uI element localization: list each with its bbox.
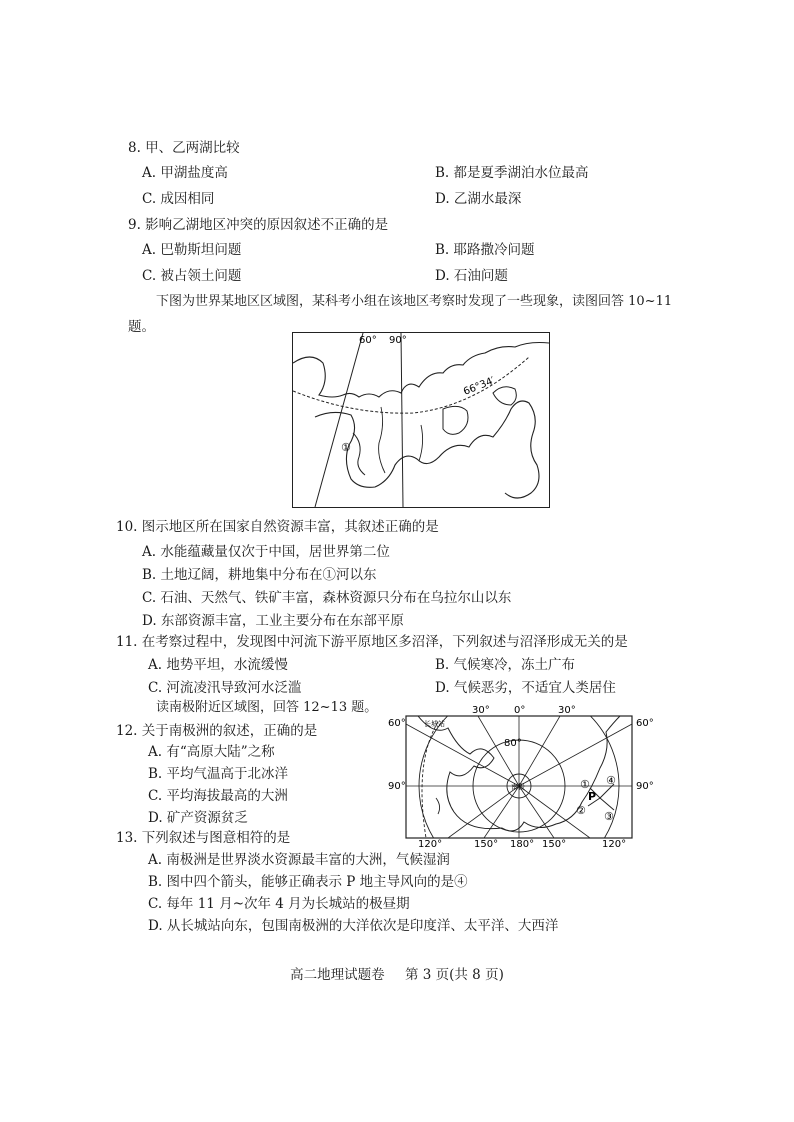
peninsula-outline — [493, 387, 516, 405]
q13-option-c: C. 每年 11 月~次年 4 月为长城站的极昼期 — [148, 896, 410, 912]
q12-option-c: C. 平均海拔最高的大洲 — [148, 788, 288, 804]
intro-10-11-line1: 下图为世界某地区区域图，某科考小组在该地区考察时发现了一些现象，读图回答 10~11 — [156, 294, 673, 309]
q8-stem: 8. 甲、乙两湖比较 — [128, 140, 240, 156]
label-left-90: 90° — [388, 781, 406, 792]
q8-option-c: C. 成因相同 — [142, 191, 215, 207]
label-river-1: ① — [341, 441, 351, 454]
q9-option-b: B. 耶路撒冷问题 — [435, 242, 535, 258]
meridian-90-line — [401, 333, 403, 507]
label-arctic-circle: 66°34′ — [462, 375, 497, 398]
footer-page-number: 第 3 页(共 8 页) — [404, 967, 504, 983]
label-great-wall-station: 长城站 — [424, 720, 445, 728]
intro-10-11-line2: 题。 — [128, 319, 155, 335]
label-right-90: 90° — [636, 781, 654, 792]
meridian-60-line — [315, 333, 363, 507]
q10-option-a: A. 水能蕴藏量仅次于中国，居世界第二位 — [142, 544, 390, 560]
q9-option-a: A. 巴勒斯坦问题 — [142, 242, 242, 258]
q13-option-a: A. 南极洲是世界淡水资源最丰富的大洲，气候湿润 — [148, 852, 450, 868]
page-footer — [0, 963, 794, 983]
q10-option-c: C. 石油、天然气、铁矿丰富，森林资源只分布在乌拉尔山以东 — [142, 590, 512, 606]
antarctic-map-wrapper — [378, 702, 662, 848]
q13-option-d: D. 从长城站向东，包围南极洲的大洋依次是印度洋、太平洋、大西洋 — [148, 918, 559, 934]
q11-stem: 11. 在考察过程中，发现图中河流下游平原地区多沼泽，下列叙述与沼泽形成无关的是 — [116, 634, 628, 650]
label-bottom-120-right: 120° — [602, 839, 627, 848]
q9-option-c: C. 被占领土问题 — [142, 268, 242, 284]
q9-option-d: D. 石油问题 — [435, 268, 508, 284]
arctic-coastline — [293, 343, 549, 398]
antarctic-map-svg — [378, 702, 662, 848]
q11-option-c: C. 河流凌汛导致河水泛滥 — [148, 680, 302, 696]
q8-option-a: A. 甲湖盐度高 — [142, 165, 228, 181]
label-right-60: 60° — [636, 718, 654, 729]
label-60: 60° — [359, 335, 377, 346]
label-top-30e: 30° — [558, 705, 576, 716]
q12-stem: 12. 关于南极洲的叙述，正确的是 — [116, 723, 318, 739]
q8-option-b: B. 都是夏季湖泊水位最高 — [435, 165, 589, 181]
q11-option-d: D. 气候恶劣，不适宜人类居住 — [435, 680, 616, 696]
q8-option-d: D. 乙湖水最深 — [435, 191, 522, 207]
label-top-0: 0° — [514, 705, 526, 716]
label-bottom-150-left: 150° — [474, 839, 499, 848]
q9-stem: 9. 影响乙湖地区冲突的原因叙述不正确的是 — [128, 217, 389, 233]
q13-stem: 13. 下列叙述与图意相符的是 — [116, 830, 291, 846]
q12-option-d: D. 矿产资源贫乏 — [148, 810, 248, 826]
river-1-line — [353, 433, 365, 475]
q12-option-a: A. 有“高原大陆”之称 — [148, 744, 275, 760]
lake-outline — [443, 406, 468, 434]
q13-option-b: B. 图中四个箭头，能够正确表示 P 地主导风向的是④ — [148, 874, 468, 890]
q11-option-b: B. 气候寒冷，冻土广布 — [435, 657, 576, 673]
q12-option-b: B. 平均气温高于北冰洋 — [148, 766, 289, 782]
russia-region-map-svg — [293, 333, 549, 507]
label-bottom-120-left: 120° — [418, 839, 443, 848]
footer-title: 高二地理试题卷 — [290, 967, 385, 983]
label-arrow-3: ③ — [604, 810, 614, 823]
label-arrow-2: ② — [576, 804, 586, 817]
label-arrow-1: ① — [580, 778, 590, 791]
q10-option-d: D. 东部资源丰富，工业主要分布在东部平原 — [142, 613, 404, 629]
label-bottom-180: 180° — [510, 839, 535, 848]
russia-region-map — [292, 332, 550, 508]
label-top-30w: 30° — [472, 705, 490, 716]
label-lat-80: 80° — [504, 738, 522, 749]
label-south-pole: 南极 — [511, 783, 525, 791]
label-p: P — [588, 790, 597, 803]
label-arrow-4: ④ — [606, 774, 616, 787]
q11-option-a: A. 地势平坦，水流缓慢 — [148, 657, 288, 673]
intro-12-13: 读南极附近区域图，回答 12~13 题。 — [156, 700, 378, 715]
river-line — [419, 425, 423, 461]
label-90: 90° — [389, 335, 407, 346]
river-line — [379, 407, 385, 473]
label-bottom-150-right: 150° — [542, 839, 567, 848]
label-left-60: 60° — [388, 718, 406, 729]
q10-option-b: B. 土地辽阔，耕地集中分布在①河以东 — [142, 567, 377, 583]
q10-stem: 10. 图示地区所在国家自然资源丰富，其叙述正确的是 — [116, 519, 439, 535]
